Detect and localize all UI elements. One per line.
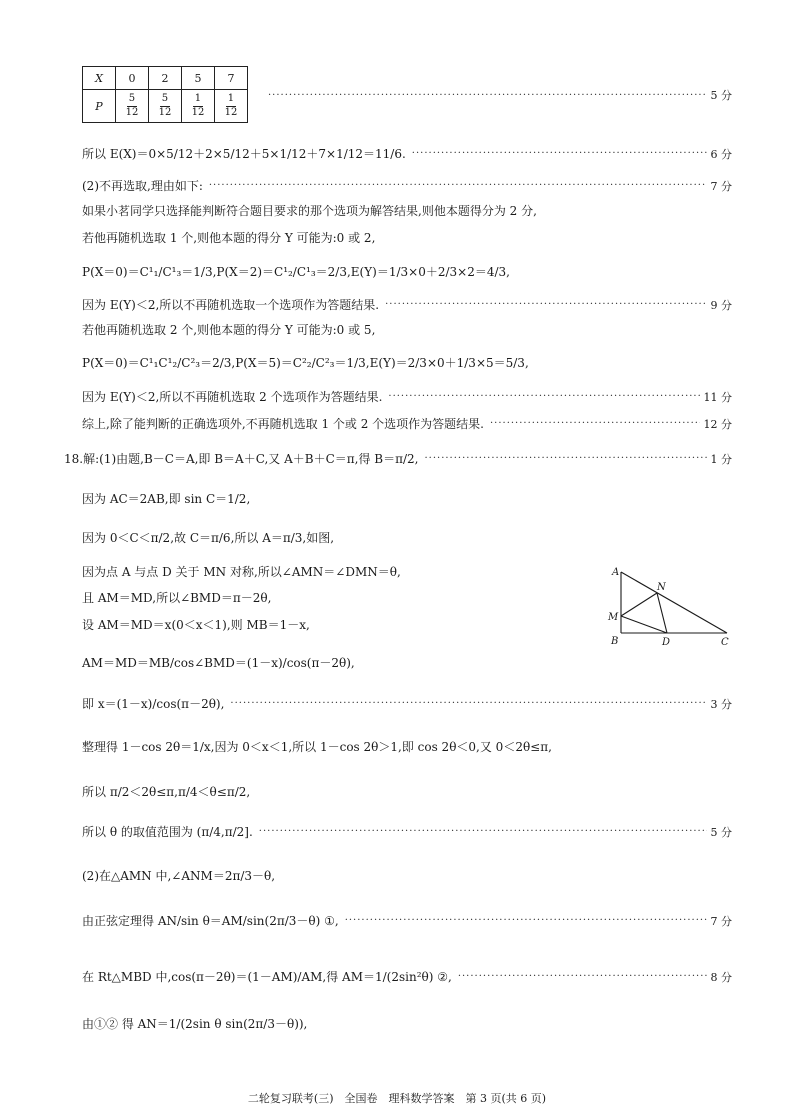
- table-header-p: P: [83, 90, 116, 123]
- leader-dots: [209, 181, 707, 191]
- solution-text: AM＝MD＝MB/cos∠BMD＝(1－x)/cos(π－2θ),: [82, 656, 355, 670]
- solution-text: (2)在△AMN 中,∠ANM＝2π/3－θ,: [82, 869, 276, 883]
- line-text: 18.解:(1)由题,B－C＝A,即 B＝A＋C,又 A＋B＋C＝π,得 B＝π/2,: [64, 452, 419, 466]
- score-label: 5 分: [710, 89, 732, 102]
- score-label: 6 分: [710, 147, 732, 161]
- score-label: 5 分: [710, 825, 732, 839]
- score-label: 1 分: [710, 452, 732, 466]
- solution-line: [82, 299, 732, 311]
- line-text: 即 x＝(1－x)/cos(π－2θ),: [82, 697, 225, 711]
- table-cell: 7: [215, 67, 248, 90]
- label-n: N: [657, 582, 666, 593]
- solution-text: 因为 0＜C＜π/2,故 C＝π/6,所以 A＝π/3,如图,: [82, 531, 335, 545]
- solution-line: [82, 391, 732, 403]
- line-text: 综上,除了能判断的正确选项外,不再随机选取 1 个或 2 个选项作为答题结果.: [82, 417, 484, 431]
- solution-text: 所以 π/2＜2θ≤π,π/4＜θ≤π/2,: [82, 785, 251, 799]
- leader-dots: [268, 91, 707, 101]
- solution-line: [82, 915, 732, 927]
- solution-text: P(X＝0)＝C¹₁/C¹₃＝1/3,P(X＝2)＝C¹₂/C¹₃＝2/3,E(Y)＝1/3×0＋2/3×2＝4/3,: [82, 265, 510, 279]
- score-label: 7 分: [710, 914, 732, 928]
- score-label: 9 分: [710, 298, 732, 312]
- leader-dots: [388, 392, 699, 402]
- line-text: 由正弦定理得 AN/sin θ＝AM/sin(2π/3－θ) ①,: [82, 914, 339, 928]
- score-label: 7 分: [710, 179, 732, 193]
- label-a: A: [612, 567, 620, 578]
- score-label: 12 分: [703, 417, 732, 431]
- solution-line: [82, 418, 732, 430]
- triangle-figure: [605, 562, 740, 647]
- segment-mn: [621, 593, 657, 616]
- segment-md: [621, 616, 667, 633]
- table-score-line: [262, 90, 732, 101]
- label-m: M: [608, 612, 619, 623]
- leader-dots: [458, 972, 707, 982]
- line-text: 在 Rt△MBD 中,cos(π－2θ)＝(1－AM)/AM,得 AM＝1/(2sin²θ) ②,: [82, 970, 452, 984]
- line-text: 所以 θ 的取值范围为 (π/4,π/2].: [82, 825, 253, 839]
- leader-dots: [490, 419, 700, 429]
- table-cell: $\frac{1}{12}$: [215, 90, 248, 123]
- table-row-x: [83, 67, 248, 90]
- line-text: 因为 E(Y)＜2,所以不再随机选取 2 个选项作为答题结果.: [82, 390, 383, 404]
- leader-dots: [385, 300, 706, 310]
- table-row-p: [83, 90, 248, 123]
- label-d: D: [662, 637, 671, 647]
- solution-line: [82, 826, 732, 838]
- solution-text: 因为 AC＝2AB,即 sin C＝1/2,: [82, 492, 251, 506]
- score-label: 3 分: [710, 697, 732, 711]
- solution-line: [82, 698, 732, 710]
- table-cell: $\frac{5}{12}$: [116, 90, 149, 123]
- solution-text: 若他再随机选取 2 个,则他本题的得分 Y 可能为:0 或 5,: [82, 323, 376, 337]
- line-text: 因为 E(Y)＜2,所以不再随机选取一个选项作为答题结果.: [82, 298, 380, 312]
- table-cell: 2: [149, 67, 182, 90]
- solution-line: [82, 971, 732, 983]
- label-c: C: [721, 637, 729, 647]
- score-label: 11 分: [703, 390, 732, 404]
- leader-dots: [230, 699, 706, 709]
- table-header-x: X: [83, 67, 116, 90]
- page-footer: 二轮复习联考(三) 全国卷 理科数学答案 第 3 页(共 6 页): [247, 1092, 547, 1105]
- table-cell: $\frac{5}{12}$: [149, 90, 182, 123]
- solution-text: 若他再随机选取 1 个,则他本题的得分 Y 可能为:0 或 2,: [82, 231, 376, 245]
- table-cell: $\frac{1}{12}$: [182, 90, 215, 123]
- solution-text: 由①② 得 AN＝1/(2sin θ sin(2π/3－θ)),: [82, 1017, 308, 1031]
- solution-text: 因为点 A 与点 D 关于 MN 对称,所以∠AMN＝∠DMN＝θ,: [82, 565, 401, 579]
- leader-dots: [424, 454, 706, 464]
- line-text: 所以 E(X)＝0×5/12＋2×5/12＋5×1/12＋7×1/12＝11/6.: [82, 147, 406, 161]
- table-cell: 0: [116, 67, 149, 90]
- solution-text: 如果小茗同学只选择能判断符合题目要求的那个选项为解答结果,则他本题得分为 2 分,: [82, 204, 537, 218]
- solution-line: [82, 148, 732, 160]
- label-b: B: [611, 636, 619, 647]
- solution-text: 整理得 1－cos 2θ＝1/x,因为 0＜x＜1,所以 1－cos 2θ＞1,即 cos 2θ＜0,又 0＜2θ≤π,: [82, 740, 552, 754]
- leader-dots: [259, 827, 707, 837]
- line-text: (2)不再选取,理由如下:: [82, 179, 203, 193]
- solution-text: 且 AM＝MD,所以∠BMD＝π－2θ,: [82, 591, 272, 605]
- table-cell: 5: [182, 67, 215, 90]
- leader-dots: [412, 149, 707, 159]
- solution-text: P(X＝0)＝C¹₁C¹₂/C²₃＝2/3,P(X＝5)＝C²₂/C²₃＝1/3,E(Y)＝2/3×0＋1/3×5＝5/3,: [82, 356, 529, 370]
- segment-nd: [657, 593, 667, 633]
- edge-ac: [621, 572, 727, 633]
- leader-dots: [345, 916, 707, 926]
- score-label: 8 分: [710, 970, 732, 984]
- solution-text: 设 AM＝MD＝x(0＜x＜1),则 MB＝1－x,: [82, 618, 310, 632]
- solution-line: [64, 453, 732, 465]
- distribution-table: [82, 66, 248, 123]
- solution-line: [82, 180, 732, 192]
